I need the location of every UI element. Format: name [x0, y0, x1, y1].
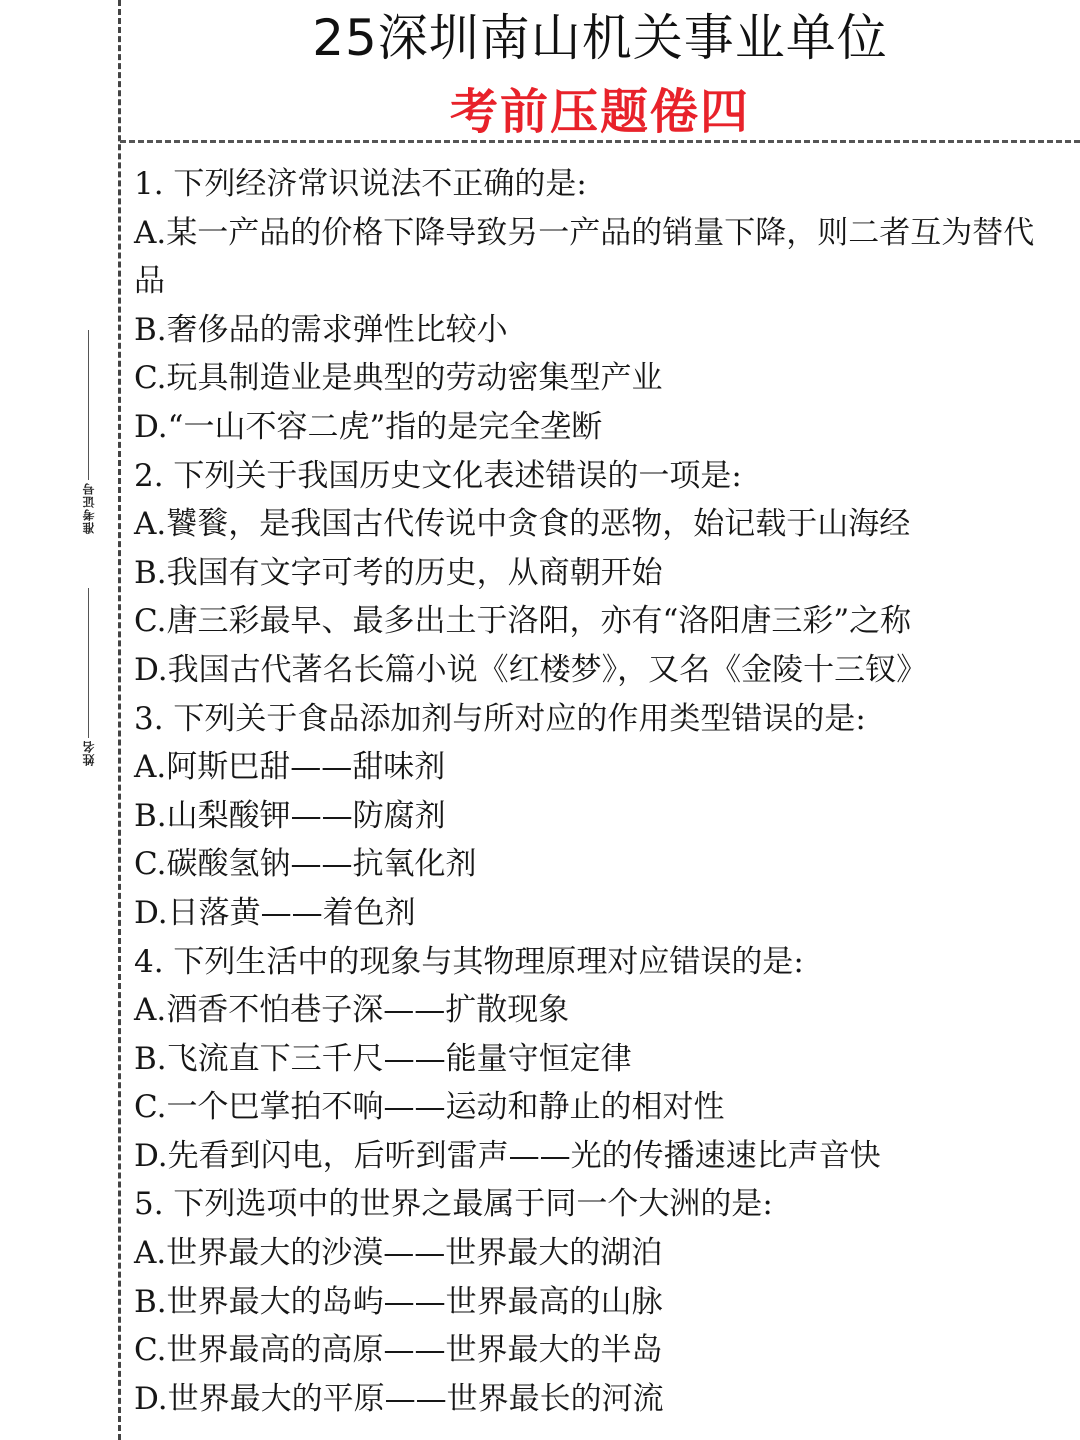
- exam-number-blank: [88, 330, 89, 480]
- option-a: A.阿斯巴甜——甜味剂: [134, 749, 446, 786]
- option-a: A.世界最大的沙漠——世界最大的湖泊: [134, 1235, 663, 1272]
- option-d: D.日落黄——着色剂: [134, 894, 416, 931]
- exam-number-label: 准考证号: [81, 482, 96, 534]
- question-stem: 5. 下列选项中的世界之最属于同一个大洲的是:: [134, 1186, 773, 1223]
- option-d: D.我国古代著名长篇小说《红楼梦》，又名《金陵十三钗》: [134, 651, 928, 688]
- option-c: C.唐三彩最早、最多出土于洛阳，亦有“洛阳唐三彩”之称: [134, 603, 912, 640]
- option-d: D.“一山不容二虎”指的是完全垄断: [134, 408, 603, 445]
- option-c: C.碳酸氢钠——抗氧化剂: [134, 846, 477, 883]
- question-stem: 2. 下列关于我国历史文化表述错误的一项是:: [134, 457, 742, 494]
- option-c: C.玩具制造业是典型的劳动密集型产业: [134, 360, 663, 397]
- option-a: A.某一产品的价格下降导致另一产品的销量下降，则二者互为替代品: [134, 214, 1035, 300]
- page-title: 25深圳南山机关事业单位: [312, 9, 888, 67]
- name-label: 姓名: [81, 740, 96, 766]
- question-list: [134, 160, 1064, 1423]
- option-b: B.奢侈品的需求弹性比较小: [134, 311, 508, 348]
- name-field: [78, 588, 98, 766]
- question-3: [134, 695, 1064, 938]
- option-b: B.飞流直下三千尺——能量守恒定律: [134, 1040, 632, 1077]
- title-divider: [120, 140, 1080, 143]
- page-header: [120, 0, 1080, 142]
- question-2: [134, 452, 1064, 695]
- option-c: C.世界最高的高原——世界最大的半岛: [134, 1332, 663, 1369]
- margin-dashed-line: [118, 0, 121, 1440]
- option-a: A.饕餮，是我国古代传说中贪食的恶物，始记载于山海经: [134, 506, 911, 543]
- option-d: D.世界最大的平原——世界最长的河流: [134, 1380, 664, 1417]
- question-stem: 1. 下列经济常识说法不正确的是:: [134, 166, 587, 202]
- option-b: B.山梨酸钾——防腐剂: [134, 797, 446, 834]
- question-5: [134, 1180, 1064, 1423]
- question-4: [134, 938, 1064, 1181]
- question-1: [134, 160, 1064, 452]
- name-blank: [88, 588, 89, 738]
- question-stem: 4. 下列生活中的现象与其物理原理对应错误的是:: [134, 943, 804, 980]
- option-a: A.酒香不怕巷子深——扩散现象: [134, 992, 570, 1029]
- option-b: B.世界最大的岛屿——世界最高的山脉: [134, 1283, 663, 1320]
- exam-number-field: [78, 330, 98, 534]
- page-subtitle: 考前压题倦四: [449, 84, 750, 140]
- option-d: D.先看到闪电，后听到雷声——光的传播速速比声音快: [134, 1137, 881, 1174]
- option-b: B.我国有文字可考的历史，从商朝开始: [134, 554, 663, 591]
- option-c: C.一个巴掌拍不响——运动和静止的相对性: [134, 1089, 725, 1126]
- question-stem: 3. 下列关于食品添加剂与所对应的作用类型错误的是:: [134, 700, 866, 737]
